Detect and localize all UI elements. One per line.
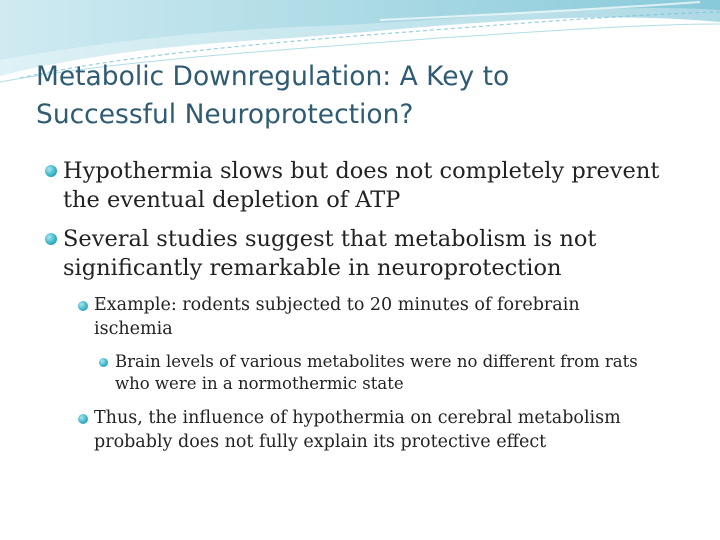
bullet-item: Hypothermia slows but does not completely prevent the eventual depletion of ATP <box>63 158 660 213</box>
sub-bullet-item: Example: rodents subjected to 20 minutes of forebrain ischemia <box>94 295 580 339</box>
slide-title-line-2: Successful Neuroprotection? <box>36 99 414 130</box>
slide-title-line-1: Metabolic Downregulation: A Key to <box>36 61 510 92</box>
sub-bullet-dot-icon <box>78 301 88 311</box>
bullet-item: Several studies suggest that metabolism is not significantly remarkable in neuroprotection <box>63 226 597 281</box>
bullet-dot-icon <box>45 233 57 245</box>
sub-sub-bullet-dot-icon <box>99 358 108 367</box>
sub-bullet-item: Thus, the influence of hypothermia on cerebral metabolism probably does not fully explain its protective effect <box>94 408 621 452</box>
sub-sub-bullet-item: Brain levels of various metabolites were no different from rats who were in a normothermic state <box>115 352 638 393</box>
sub-bullet-dot-icon <box>78 414 88 424</box>
bullet-dot-icon <box>45 165 57 177</box>
